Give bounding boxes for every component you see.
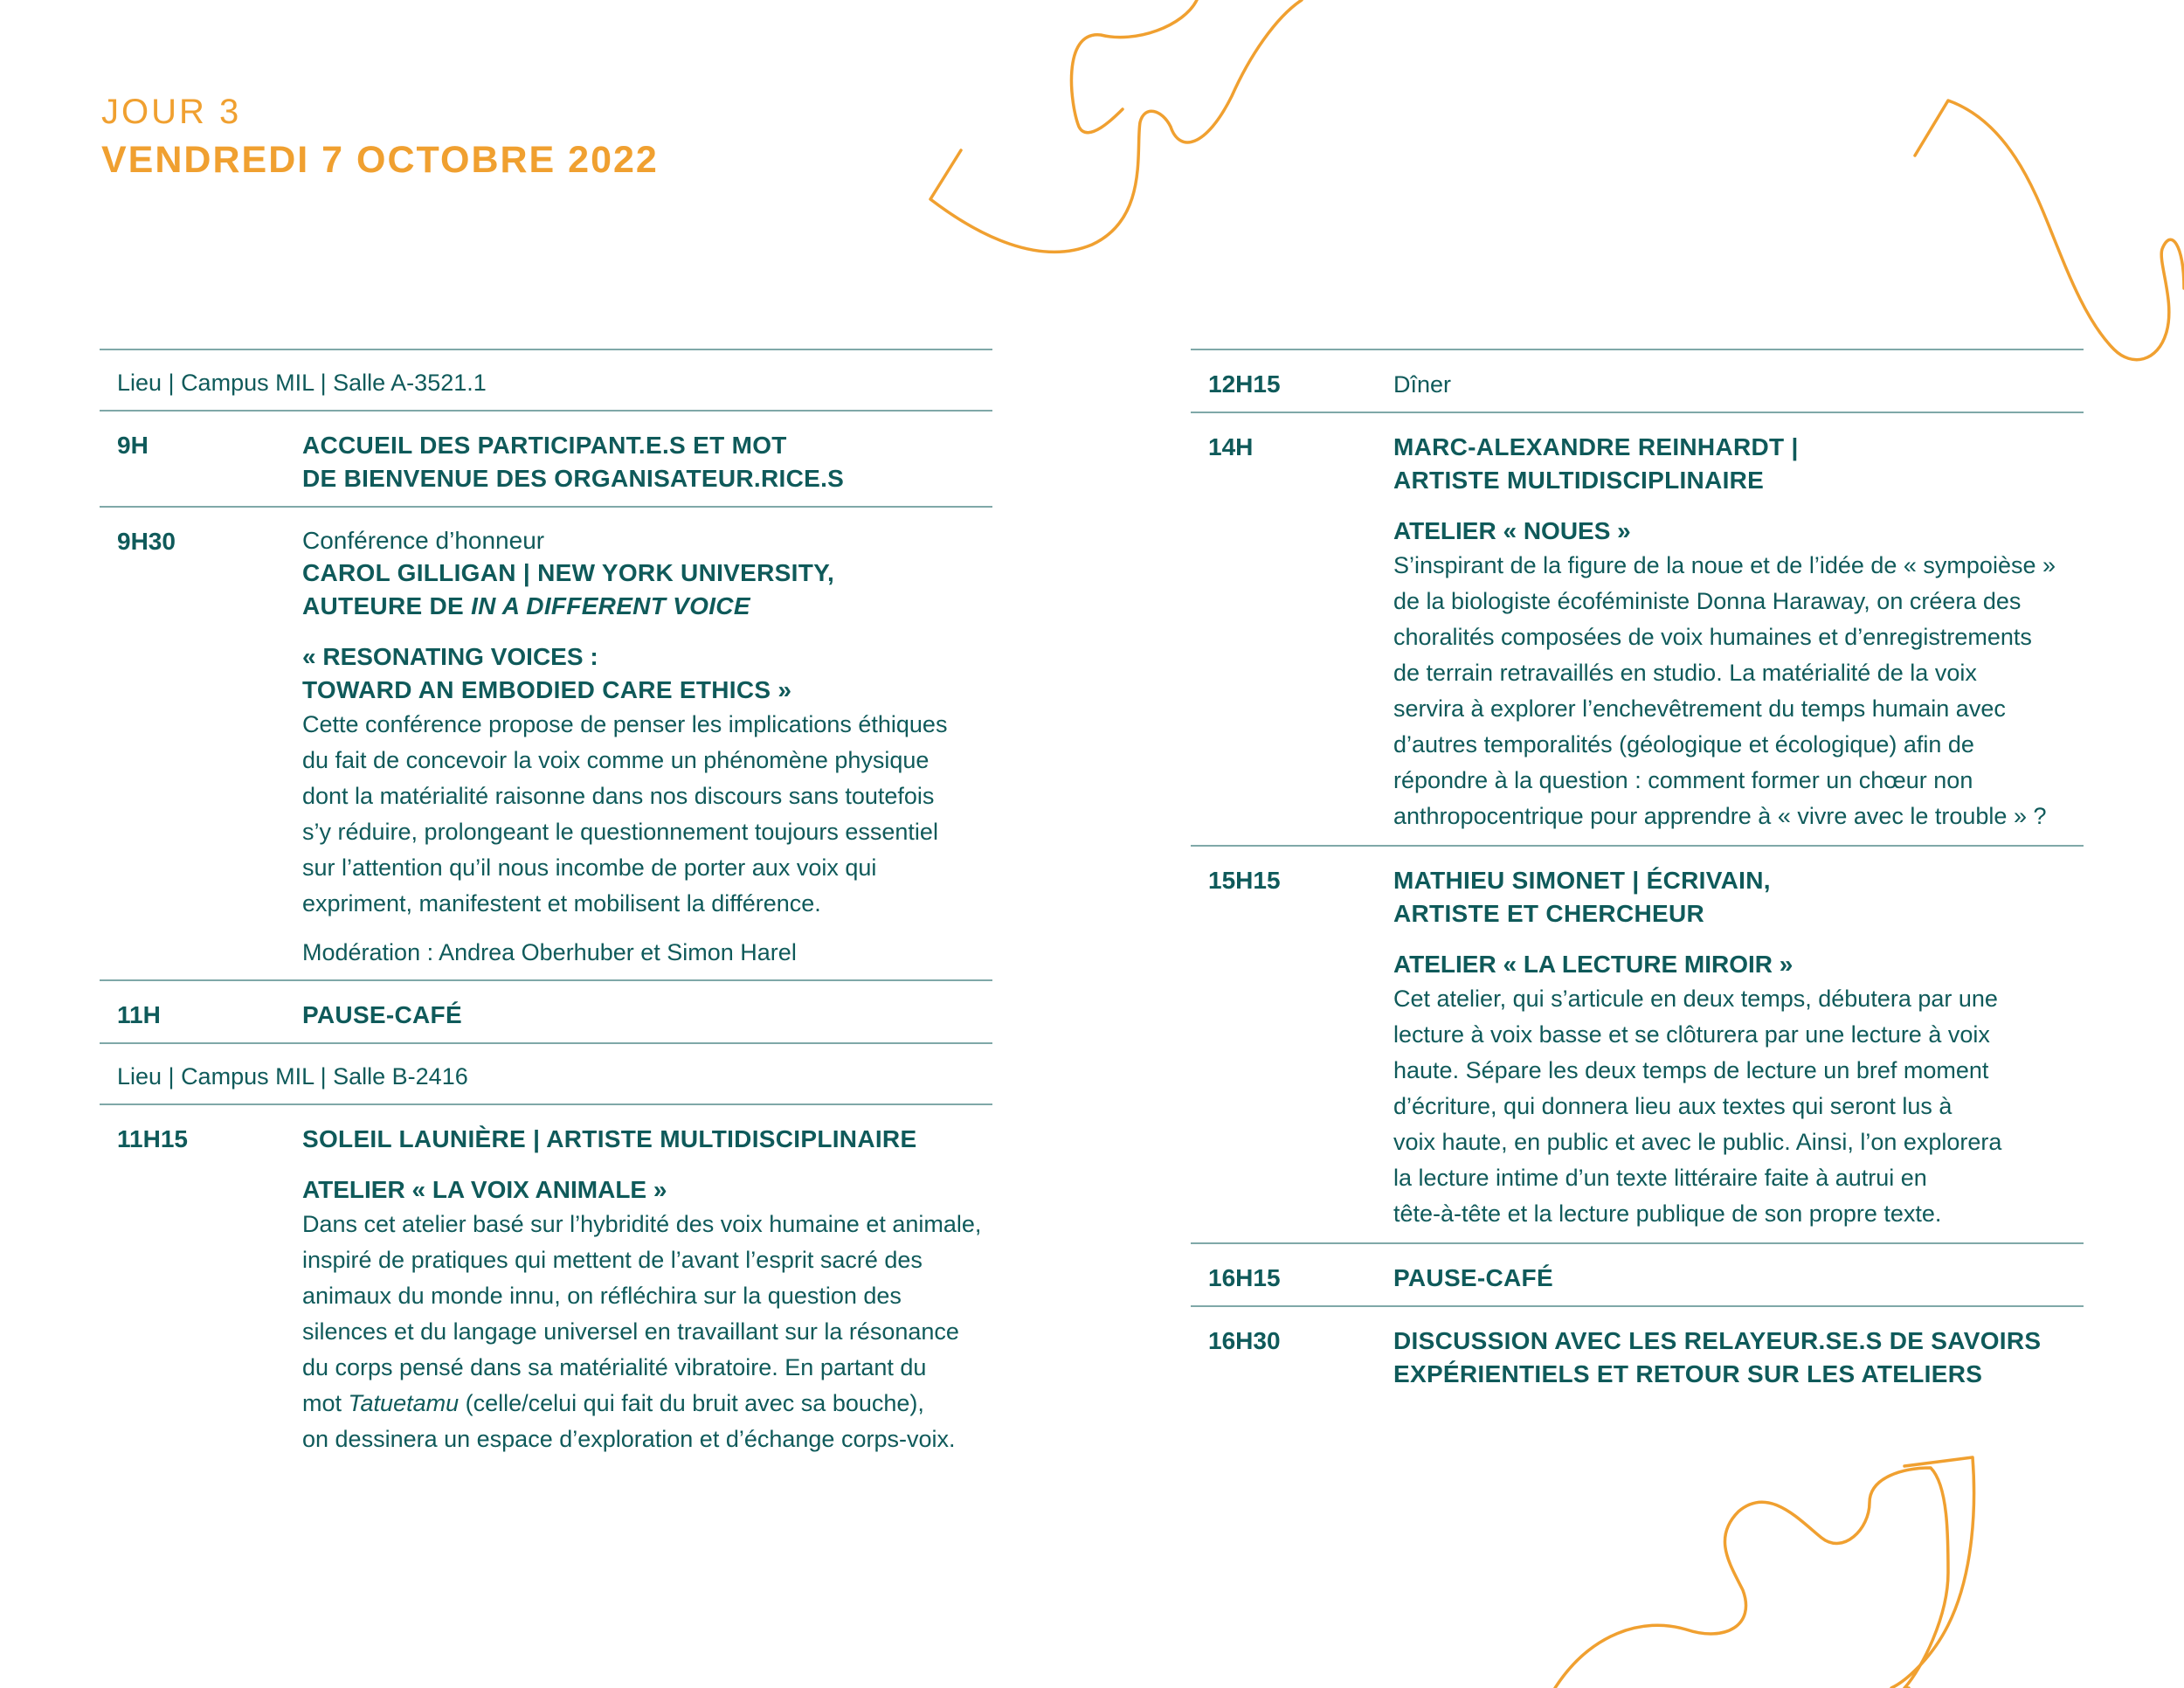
session-time: 16H15 [1208, 1264, 1281, 1291]
schedule-row [100, 1103, 992, 1468]
speaker-title: ARTISTE MULTIDISCIPLINAIRE [1393, 467, 1765, 494]
session-title: DE BIENVENUE DES ORGANISATEUR.RICE.S [302, 465, 845, 492]
session-description: S’inspirant de la figure de la noue et de l’idée de « sympoièse » de la biologiste écoféministe Donna Haraway, on créera des choralités composées de voix humaines et d’enregistrements de terrain retravaillés en studio. La matérialité de la voix servira à explorer l’enchevêtrement du temps humain avec d’autres temporalités (géologique et écologique) afin de répondre à la question : comment former un chœur non anthropocentrique pour apprendre à « vivre avec le trouble » ? [1393, 552, 2056, 829]
venue-row [100, 1042, 992, 1103]
session-title: PAUSE-CAFÉ [1393, 1264, 1553, 1291]
book-title: IN A DIFFERENT VOICE [471, 592, 750, 619]
session-description: Cet atelier, qui s’articule en deux temps, débutera par une lecture à voix basse et se clôturera par une lecture à voix haute. Sépare les deux temps de lecture un bref moment d’écriture, qui donnera lieu aux textes qui seront lus à voix haute, en public et avec le public. Ainsi, l’on explorera la lecture intime d’un texte littéraire faite à autrui en tête-à-tête et la lecture publique de son propre texte. [1393, 986, 2002, 1227]
session-time: 15H15 [1208, 867, 1281, 894]
squiggle-top-right [1915, 100, 2184, 360]
session-time: 16H30 [1208, 1327, 1281, 1354]
speaker-title: MARC-ALEXANDRE REINHARDT | [1393, 433, 1799, 460]
session-title: DISCUSSION AVEC LES RELAYEUR.SE.S DE SAVOIRS [1393, 1327, 2042, 1354]
session-title: PAUSE-CAFÉ [302, 1001, 462, 1028]
schedule-row [1191, 349, 2084, 412]
session-time: 14H [1208, 433, 1254, 460]
squiggle-bottom-right-tail [1891, 1457, 1974, 1688]
session-time: 12H15 [1208, 370, 1281, 398]
speaker-title: SOLEIL LAUNIÈRE | ARTISTE MULTIDISCIPLINAIRE [302, 1125, 917, 1152]
squiggle-top-left [930, 0, 1302, 252]
session-description: Cette conférence propose de penser les implications éthiques du fait de concevoir la voix comme un phénomène physique dont la matérialité raisonne dans nos discours sans toutefois s’y réduire, prolongeant le questionnement toujours essentiel sur l’attention qu’il nous incombe de porter aux voix qui expriment, manifestent et mobilisent la différence. [302, 711, 948, 917]
session-time: 11H [117, 1001, 161, 1028]
day-label: JOUR 3 [101, 93, 242, 131]
speaker-title: CAROL GILLIGAN | NEW YORK UNIVERSITY, [302, 559, 835, 586]
session-title: Dîner [1393, 371, 1452, 398]
term-italic: Tatuetamu [348, 1390, 460, 1416]
venue-label: Lieu | Campus MIL | Salle A-3521.1 [117, 370, 487, 396]
moderation-note: Modération : Andrea Oberhuber et Simon Harel [302, 939, 797, 965]
talk-title: TOWARD AN EMBODIED CARE ETHICS » [302, 676, 792, 703]
schedule-row [1191, 1305, 2084, 1401]
atelier-title: ATELIER « LA VOIX ANIMALE » [302, 1176, 667, 1203]
session-title: ACCUEIL DES PARTICIPANT.E.S ET MOT [302, 432, 787, 459]
speaker-title: ARTISTE ET CHERCHEUR [1393, 900, 1705, 927]
page-header [101, 94, 659, 179]
session-time: 9H [117, 432, 149, 459]
squiggle-bottom [1555, 1468, 1948, 1688]
venue-row [100, 349, 992, 410]
schedule-right-column [1191, 349, 2084, 1401]
schedule-row [1191, 412, 2084, 845]
session-description: Dans cet atelier basé sur l’hybridité des voix humaine et animale, inspiré de pratiques qui mettent de l’avant l’esprit sacré des animaux du monde innu, on réfléchira sur la question des silences et du langage universel en travaillant sur la résonance du corps pensé dans sa matérialité vibratoire. En partant du mot Tatuetamu (celle/celui qui fait du bruit avec sa bouche), on dessinera un espace d’exploration et d’échange corps-voix. [302, 1211, 982, 1452]
speaker-title: MATHIEU SIMONET | ÉCRIVAIN, [1393, 867, 1771, 894]
schedule-row [100, 506, 992, 979]
atelier-title: ATELIER « LA LECTURE MIROIR » [1393, 951, 1794, 978]
date-title: VENDREDI 7 OCTOBRE 2022 [101, 139, 659, 181]
session-title: EXPÉRIENTIELS ET RETOUR SUR LES ATELIERS [1393, 1360, 1983, 1387]
session-time: 9H30 [117, 528, 176, 555]
session-type: Conférence d’honneur [302, 527, 545, 554]
talk-title: « RESONATING VOICES : [302, 643, 598, 670]
schedule-row [100, 410, 992, 506]
venue-label: Lieu | Campus MIL | Salle B-2416 [117, 1063, 468, 1090]
schedule-row [1191, 1242, 2084, 1305]
schedule-row [100, 979, 992, 1042]
speaker-title: AUTEURE DE IN A DIFFERENT VOICE [302, 592, 750, 619]
atelier-title: ATELIER « NOUES » [1393, 517, 1631, 544]
schedule-left-column [100, 349, 992, 1468]
session-time: 11H15 [117, 1125, 188, 1152]
schedule-row [1191, 845, 2084, 1242]
